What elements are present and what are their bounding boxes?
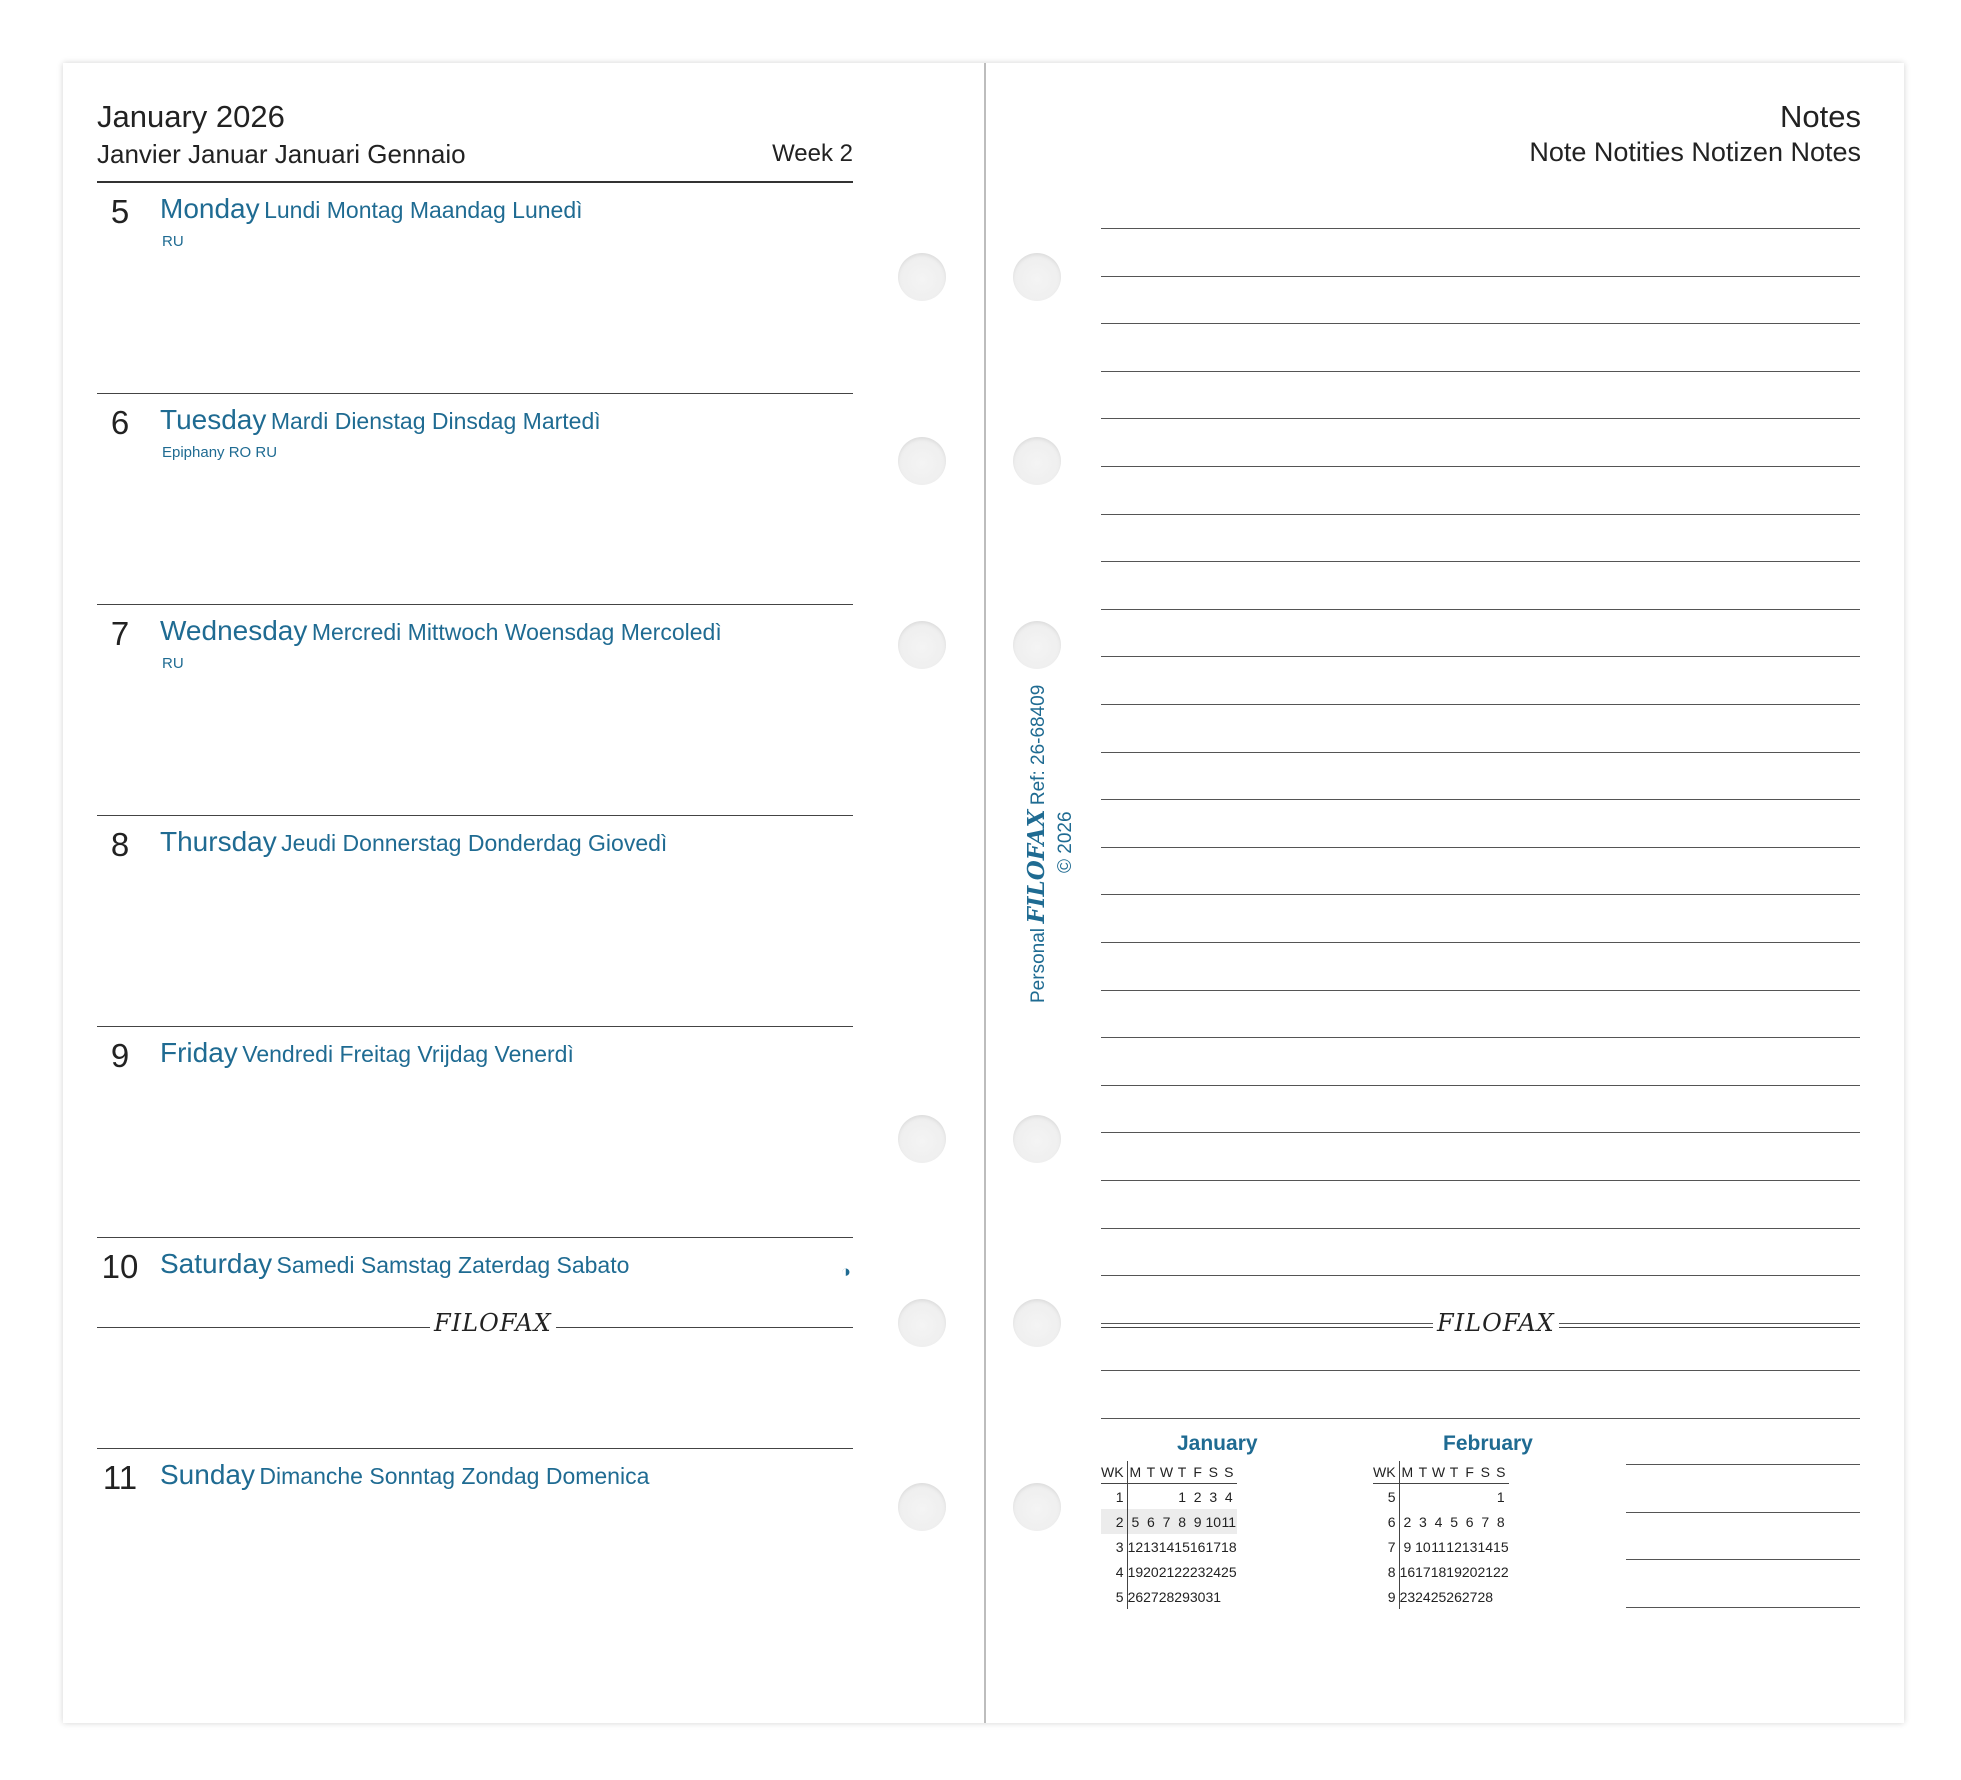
weekday-header: W bbox=[1431, 1461, 1447, 1484]
calendar-day: 7 bbox=[1481, 1513, 1490, 1530]
note-line bbox=[1101, 514, 1860, 515]
day-block bbox=[97, 183, 853, 394]
week-number: 8 bbox=[1373, 1559, 1399, 1584]
note-line bbox=[1101, 799, 1860, 800]
calendar-day: 17 bbox=[1415, 1563, 1431, 1580]
weekday-header: S bbox=[1205, 1461, 1221, 1484]
imprint bbox=[1023, 684, 1076, 1003]
week-number: 7 bbox=[1373, 1534, 1399, 1559]
note-line bbox=[1101, 1180, 1860, 1181]
note-line bbox=[1101, 466, 1860, 467]
week-number: 2 bbox=[1101, 1509, 1127, 1534]
day-names bbox=[160, 1248, 629, 1280]
calendar-day: 20 bbox=[1461, 1563, 1478, 1580]
day-translations: Mardi Dienstag Dinsdag Martedì bbox=[270, 408, 601, 434]
day-translations: Samedi Samstag Zaterdag Sabato bbox=[276, 1252, 630, 1278]
week-number: 4 bbox=[1101, 1559, 1127, 1584]
day-name: Thursday bbox=[160, 826, 277, 857]
note-line bbox=[1101, 323, 1860, 324]
note-line bbox=[1101, 894, 1860, 895]
calendar-day: 1 bbox=[1178, 1488, 1186, 1505]
calendar-day: 14 bbox=[1158, 1538, 1175, 1555]
note-line bbox=[1101, 1228, 1860, 1229]
calendar-day bbox=[1399, 1484, 1415, 1510]
calendar-week-row bbox=[1101, 1559, 1237, 1584]
day-names bbox=[160, 193, 583, 225]
binder-hole bbox=[1013, 1483, 1061, 1531]
page-fold bbox=[984, 63, 986, 1723]
binder-hole bbox=[898, 1299, 946, 1347]
note-line bbox=[1101, 561, 1860, 562]
calendar-day: 2 bbox=[1403, 1513, 1412, 1530]
day-holiday-note: Epiphany RO RU bbox=[162, 444, 278, 461]
note-line bbox=[1101, 942, 1860, 943]
imprint-copyright: © 2026 bbox=[1055, 811, 1076, 873]
imprint-size: Personal bbox=[1028, 928, 1049, 1003]
calendar-day: 6 bbox=[1143, 1509, 1159, 1534]
calendar-day bbox=[1462, 1484, 1478, 1510]
calendar-day: 30 bbox=[1189, 1588, 1206, 1605]
calendar-day: 2 bbox=[1193, 1488, 1202, 1505]
note-line bbox=[1101, 1370, 1860, 1371]
calendar-week-row bbox=[1101, 1509, 1237, 1534]
day-translations: Lundi Montag Maandag Lunedì bbox=[264, 197, 583, 223]
note-line-short bbox=[1626, 1464, 1860, 1465]
calendar-day: 26 bbox=[1127, 1588, 1144, 1605]
week-number: 5 bbox=[1373, 1484, 1399, 1510]
weekday-header: S bbox=[1477, 1461, 1493, 1484]
day-names bbox=[160, 1459, 649, 1491]
calendar-day: 1 bbox=[1496, 1488, 1505, 1505]
calendar-day: 14 bbox=[1477, 1538, 1494, 1555]
note-line bbox=[1101, 847, 1860, 848]
diary-sheet bbox=[63, 63, 1904, 1723]
note-line bbox=[1101, 1037, 1860, 1038]
note-line bbox=[1101, 1085, 1860, 1086]
day-translations: Jeudi Donnerstag Donderdag Giovedì bbox=[281, 830, 668, 856]
day-name: Wednesday bbox=[160, 615, 308, 646]
week-number: 1 bbox=[1101, 1484, 1127, 1510]
day-name: Sunday bbox=[160, 1459, 255, 1490]
calendar-day: 10 bbox=[1205, 1509, 1221, 1534]
calendar-day: 4 bbox=[1224, 1488, 1233, 1505]
day-number: 9 bbox=[110, 1037, 130, 1074]
weekday-header: M bbox=[1399, 1461, 1415, 1484]
weekday-header: M bbox=[1127, 1461, 1143, 1484]
calendar-day bbox=[1143, 1484, 1159, 1510]
day-names bbox=[160, 615, 722, 647]
calendar-week-row bbox=[1373, 1484, 1509, 1510]
day-names bbox=[160, 1037, 574, 1069]
weekday-header: T bbox=[1143, 1461, 1159, 1484]
day-block bbox=[97, 1238, 853, 1449]
weekday-header: S bbox=[1221, 1461, 1237, 1484]
calendar-day: 6 bbox=[1465, 1513, 1474, 1530]
calendar-day: 10 bbox=[1415, 1538, 1431, 1555]
day-names bbox=[160, 404, 601, 436]
day-block bbox=[97, 394, 853, 605]
calendar-day: 3 bbox=[1419, 1513, 1427, 1530]
day-translations: Dimanche Sonntag Zondag Domenica bbox=[259, 1463, 650, 1489]
calendar-day: 3 bbox=[1209, 1488, 1218, 1505]
calendar-day: 20 bbox=[1143, 1563, 1159, 1580]
calendar-day: 19 bbox=[1446, 1563, 1462, 1580]
calendar-day: 23 bbox=[1189, 1563, 1206, 1580]
note-line-short bbox=[1626, 1607, 1860, 1608]
day-block bbox=[97, 816, 853, 1027]
calendar-day bbox=[1477, 1484, 1493, 1510]
calendar-week-row bbox=[1373, 1534, 1509, 1559]
calendar-day: 18 bbox=[1221, 1538, 1237, 1555]
calendar-day: 22 bbox=[1493, 1563, 1509, 1580]
calendar-week-row bbox=[1373, 1584, 1509, 1609]
calendar-day: 8 bbox=[1174, 1509, 1190, 1534]
mini-calendar-header bbox=[1373, 1461, 1509, 1484]
day-block bbox=[97, 1027, 853, 1238]
binder-hole bbox=[1013, 437, 1061, 485]
note-line bbox=[1101, 418, 1860, 419]
day-names bbox=[160, 826, 667, 858]
calendar-day: 27 bbox=[1461, 1588, 1478, 1605]
month-title: January 2026 bbox=[97, 99, 285, 134]
mini-calendar-title: January bbox=[1177, 1432, 1258, 1455]
calendar-day: 5 bbox=[1127, 1509, 1143, 1534]
calendar-day: 29 bbox=[1174, 1588, 1190, 1605]
notes-title: Notes bbox=[1780, 99, 1861, 134]
weekday-header: T bbox=[1174, 1461, 1190, 1484]
calendar-day: 22 bbox=[1174, 1563, 1190, 1580]
calendar-day: 12 bbox=[1127, 1538, 1144, 1555]
calendar-day: 21 bbox=[1477, 1563, 1494, 1580]
calendar-day: 15 bbox=[1493, 1538, 1509, 1555]
imprint-brand: FILOFAX bbox=[1023, 809, 1050, 924]
calendar-day: 9 bbox=[1190, 1509, 1206, 1534]
note-line-short bbox=[1626, 1559, 1860, 1560]
calendar-day: 31 bbox=[1205, 1588, 1222, 1605]
binder-hole bbox=[1013, 621, 1061, 669]
note-line bbox=[1101, 609, 1860, 610]
week-number: 6 bbox=[1373, 1509, 1399, 1534]
calendar-day: 5 bbox=[1450, 1513, 1458, 1530]
day-block bbox=[97, 1449, 853, 1660]
calendar-day: 19 bbox=[1127, 1563, 1144, 1580]
day-number: 8 bbox=[110, 826, 130, 863]
weekday-header: F bbox=[1190, 1461, 1206, 1484]
week-number: 5 bbox=[1101, 1584, 1127, 1609]
moon-phase-icon: ◑ bbox=[840, 1262, 851, 1281]
note-line bbox=[1101, 371, 1860, 372]
mini-calendar-title: February bbox=[1443, 1432, 1533, 1455]
calendar-day: 24 bbox=[1205, 1563, 1222, 1580]
calendar-day: 27 bbox=[1143, 1588, 1159, 1605]
imprint-ref: Ref: 26-68409 bbox=[1028, 684, 1049, 806]
week-column-header: WK bbox=[1373, 1461, 1399, 1484]
weekday-header: F bbox=[1462, 1461, 1478, 1484]
calendar-day bbox=[1431, 1484, 1447, 1510]
calendar-day bbox=[1446, 1484, 1462, 1510]
mini-calendar-grid bbox=[1101, 1461, 1237, 1609]
week-label: Week 2 bbox=[772, 140, 853, 167]
calendar-day: 13 bbox=[1143, 1538, 1159, 1555]
calendar-day: 8 bbox=[1496, 1513, 1505, 1530]
calendar-day: 28 bbox=[1158, 1588, 1175, 1605]
day-holiday-note: RU bbox=[162, 655, 184, 672]
calendar-day: 15 bbox=[1174, 1538, 1190, 1555]
note-line bbox=[1101, 1275, 1860, 1276]
binder-hole bbox=[898, 437, 946, 485]
note-line bbox=[1101, 704, 1860, 705]
binder-hole bbox=[898, 621, 946, 669]
day-number: 11 bbox=[102, 1459, 138, 1496]
note-line bbox=[1101, 276, 1860, 277]
calendar-day: 26 bbox=[1446, 1588, 1462, 1605]
note-line-short bbox=[1626, 1512, 1860, 1513]
day-holiday-note: RU bbox=[162, 233, 184, 250]
binder-hole bbox=[1013, 253, 1061, 301]
calendar-day: 28 bbox=[1477, 1588, 1494, 1605]
footer-logo: FILOFAX bbox=[430, 1309, 556, 1337]
calendar-day: 12 bbox=[1446, 1538, 1462, 1555]
binder-hole bbox=[898, 253, 946, 301]
calendar-day: 23 bbox=[1399, 1588, 1416, 1605]
calendar-day: 7 bbox=[1159, 1509, 1175, 1534]
calendar-day bbox=[1415, 1484, 1431, 1510]
week-number: 9 bbox=[1373, 1584, 1399, 1609]
calendar-day: 25 bbox=[1430, 1588, 1447, 1605]
note-line bbox=[1101, 1418, 1860, 1419]
note-line bbox=[1101, 990, 1860, 991]
calendar-day: 17 bbox=[1205, 1538, 1222, 1555]
calendar-day: 13 bbox=[1461, 1538, 1478, 1555]
footer-logo: FILOFAX bbox=[1433, 1309, 1559, 1337]
calendar-day: 21 bbox=[1158, 1563, 1175, 1580]
calendar-day: 9 bbox=[1403, 1538, 1412, 1555]
day-number: 6 bbox=[110, 404, 130, 441]
calendar-week-row bbox=[1373, 1509, 1509, 1534]
binder-hole bbox=[1013, 1115, 1061, 1163]
calendar-week-row bbox=[1101, 1484, 1237, 1510]
mini-calendar-grid bbox=[1373, 1461, 1509, 1609]
week-column-header: WK bbox=[1101, 1461, 1127, 1484]
calendar-week-row bbox=[1373, 1559, 1509, 1584]
note-line bbox=[1101, 656, 1860, 657]
weekday-header: T bbox=[1446, 1461, 1462, 1484]
week-number: 3 bbox=[1101, 1534, 1127, 1559]
day-number: 10 bbox=[101, 1248, 139, 1285]
binder-hole bbox=[898, 1483, 946, 1531]
month-translations: Janvier Januar Januari Gennaio bbox=[97, 139, 466, 169]
day-name: Monday bbox=[160, 193, 260, 224]
note-line bbox=[1101, 1132, 1860, 1133]
weekday-header: T bbox=[1415, 1461, 1431, 1484]
calendar-day bbox=[1159, 1484, 1175, 1510]
calendar-day: 18 bbox=[1430, 1563, 1447, 1580]
day-translations: Vendredi Freitag Vrijdag Venerdì bbox=[242, 1041, 574, 1067]
calendar-day: 16 bbox=[1399, 1563, 1416, 1580]
calendar-day bbox=[1221, 1584, 1237, 1609]
weekday-header: W bbox=[1159, 1461, 1175, 1484]
calendar-week-row bbox=[1101, 1584, 1237, 1609]
mini-calendar-header bbox=[1101, 1461, 1237, 1484]
day-number: 5 bbox=[110, 193, 130, 230]
calendar-day: 11 bbox=[1431, 1538, 1446, 1555]
day-number: 7 bbox=[110, 615, 130, 652]
calendar-day: 25 bbox=[1221, 1563, 1237, 1580]
calendar-day bbox=[1127, 1484, 1143, 1510]
calendar-day: 11 bbox=[1221, 1509, 1237, 1534]
note-line bbox=[1101, 228, 1860, 229]
notes-translations: Note Notities Notizen Notes bbox=[1529, 137, 1861, 167]
binder-hole bbox=[898, 1115, 946, 1163]
calendar-day: 24 bbox=[1415, 1588, 1431, 1605]
day-block bbox=[97, 605, 853, 816]
day-name: Tuesday bbox=[160, 404, 267, 435]
note-line bbox=[1101, 752, 1860, 753]
day-translations: Mercredi Mittwoch Woensdag Mercoledì bbox=[311, 619, 722, 645]
weekday-header: S bbox=[1493, 1461, 1509, 1484]
day-name: Friday bbox=[160, 1037, 238, 1068]
calendar-day: 16 bbox=[1189, 1538, 1206, 1555]
day-name: Saturday bbox=[160, 1248, 273, 1279]
binder-hole bbox=[1013, 1299, 1061, 1347]
calendar-day: 4 bbox=[1434, 1513, 1443, 1530]
calendar-week-row bbox=[1101, 1534, 1237, 1559]
calendar-day bbox=[1493, 1584, 1509, 1609]
